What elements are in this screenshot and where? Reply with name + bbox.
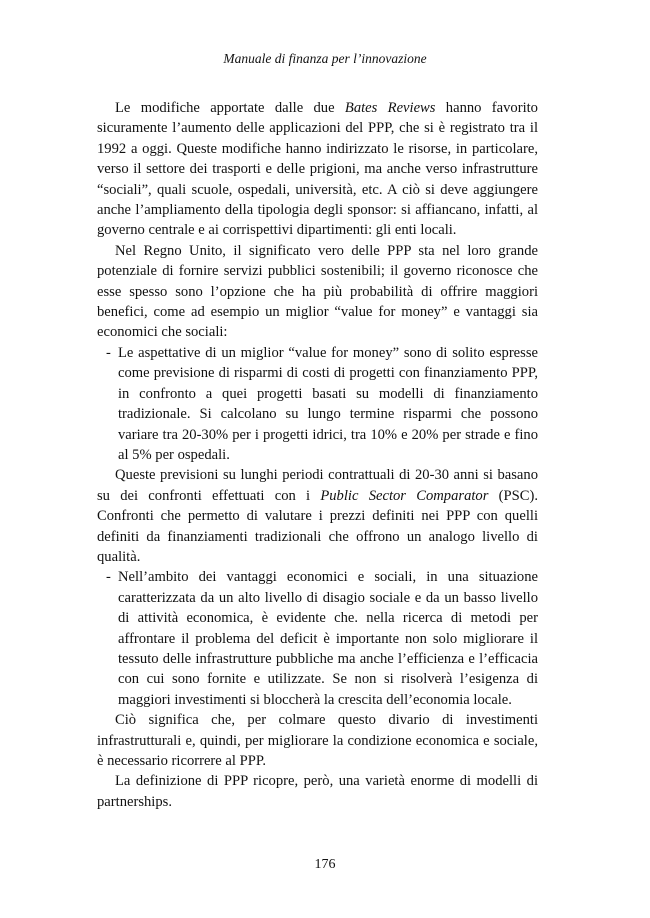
paragraph-bates-reviews — [97, 98, 538, 241]
paragraph-divario: Ciò significa che, per colmare questo divario di investimenti infrastrutturali e, quindi, per migliorare la condizione economica e sociale, è necessario ricorrere al PPP. — [97, 712, 538, 769]
paragraph-text: hanno favorito sicuramente l’aumento delle applicazioni del PPP, che si è registrato tra il 1992 a oggi. Queste modifiche hanno indirizzato le risorse, in particolare, verso il settore dei trasporti e delle prigioni, ma anche verso infrastrutture “sociali”, quali scuole, ospedali, università, etc. A ciò si deve aggiungere anche l’ampliamento della tipologia degli sponsor: si affiancano, infatti, al governo centrale e ai corrispettivi dipartimenti: gli enti locali. — [97, 100, 538, 239]
body-text — [97, 98, 538, 812]
paragraph-psc — [97, 465, 538, 567]
list-item-vantaggi-sociali — [97, 567, 538, 710]
paragraph-regno-unito: Nel Regno Unito, il significato vero delle PPP sta nel loro grande potenziale di fornire servizi pubblici sostenibili; il governo riconosce che esse spesso sono l’opzione che ha più probabilità di offrire maggiori benefici, come ad esempio un miglior “value for money” e vantaggi sia economici che sociali: — [97, 242, 538, 341]
list-item-text: Nell’ambito dei vantaggi economici e sociali, in una situazione caratterizzata da un alto livello di disagio sociale e da un basso livello di attività economica, è evidente che. nella ricerca di metodi per affrontare il problema del deficit è importante non solo migliorare il tessuto delle infrastrutture pubbliche ma anche l’efficienza e l’efficacia con cui sono fornite e utilizzate. Se non si risolverà l’esigenza di maggiori investimenti si bloccherà la crescita dell’economia locale. — [118, 569, 538, 708]
page-number: 176 — [314, 857, 336, 872]
list-dash: - — [106, 569, 111, 586]
list-dash: - — [106, 344, 111, 361]
running-title: Manuale di finanza per l’innovazione — [223, 51, 427, 66]
paragraph-text: (PSC). Confronti che permetto di valutare i prezzi definiti nei PPP con quelli definiti da finanziamenti tradizionali che offrono un analogo livello di qualità. — [97, 487, 538, 565]
italic-term-psc: Public Sector Comparator — [320, 487, 489, 504]
italic-term-bates-reviews: Bates Reviews — [344, 100, 436, 116]
list-item-value-for-money — [97, 343, 538, 465]
running-header — [0, 50, 650, 68]
paragraph-text: Queste previsioni su lunghi periodi contrattuali di 20-30 anni si basano su dei confronti effettuati con i — [97, 467, 538, 504]
paragraph-definizione: La definizione di PPP ricopre, però, una varietà enorme di modelli di partnerships. — [97, 773, 538, 810]
paragraph-text: Le modifiche apportate dalle due — [115, 100, 345, 116]
list-item-text: Le aspettative di un miglior “value for money” sono di solito espresse come previsione di risparmi di costi di progetti con finanziamento PPP, in confronto a quei progetti basati su modelli di finanziamento tradizionale. Si calcolano su lungo termine risparmi che possono variare tra 20-30% per i progetti idrici, tra 10% e 20% per strade e fino al 5% per ospedali. — [118, 344, 538, 463]
